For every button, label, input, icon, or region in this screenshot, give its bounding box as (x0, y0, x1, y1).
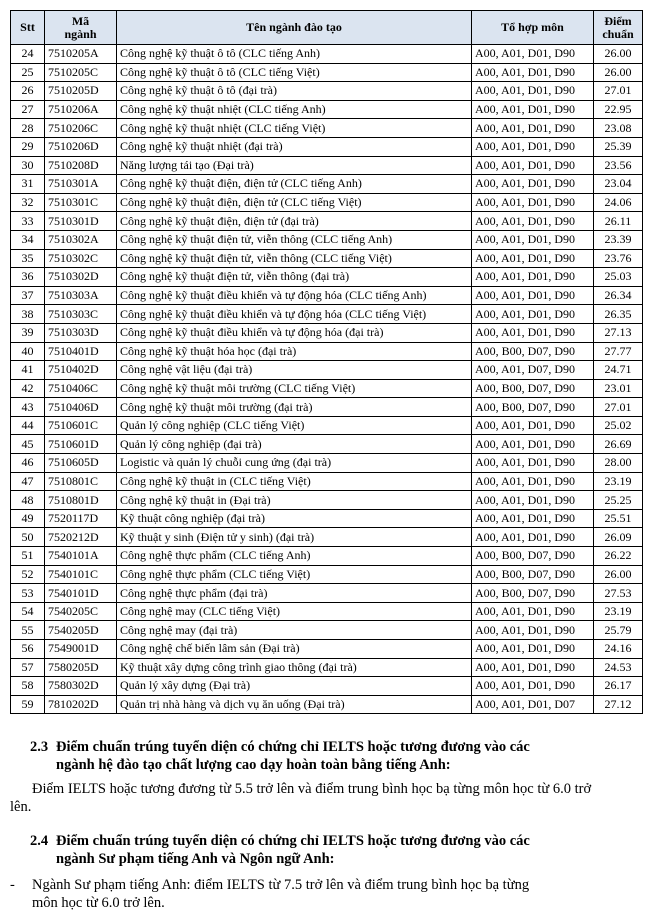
cell-code: 7580302D (45, 677, 117, 696)
cell-name: Công nghệ kỹ thuật điện tử, viễn thông (đại trà) (117, 268, 472, 287)
cell-code: 7510605D (45, 454, 117, 473)
cell-stt: 50 (11, 528, 45, 547)
cell-name: Kỹ thuật xây dựng công trình giao thông (đại trà) (117, 658, 472, 677)
table-row (11, 640, 643, 659)
cell-stt: 42 (11, 379, 45, 398)
cell-combo: A00, B00, D07, D90 (472, 379, 594, 398)
table-row (11, 416, 643, 435)
cell-code: 7510302A (45, 230, 117, 249)
table-header (11, 11, 643, 45)
cell-name: Công nghệ kỹ thuật điện, điện tử (đại trà) (117, 212, 472, 231)
cell-score: 25.25 (594, 491, 643, 510)
table-row (11, 491, 643, 510)
header-combo: Tổ hợp môn (472, 11, 594, 45)
cell-name: Kỹ thuật công nghiệp (đại trà) (117, 509, 472, 528)
table-row (11, 435, 643, 454)
cell-score: 23.04 (594, 175, 643, 194)
cell-name: Công nghệ kỹ thuật điều khiển và tự động hóa (CLC tiếng Việt) (117, 305, 472, 324)
header-stt: Stt (11, 11, 45, 45)
cell-name: Công nghệ thực phẩm (CLC tiếng Anh) (117, 547, 472, 566)
admission-score-table (10, 10, 643, 714)
cell-stt: 29 (11, 137, 45, 156)
cell-name: Quản lý xây dựng (Đại trà) (117, 677, 472, 696)
cell-code: 7510801D (45, 491, 117, 510)
cell-code: 7510301D (45, 212, 117, 231)
cell-combo: A00, A01, D01, D90 (472, 658, 594, 677)
cell-stt: 49 (11, 509, 45, 528)
table-row (11, 286, 643, 305)
cell-name: Công nghệ may (đại trà) (117, 621, 472, 640)
cell-code: 7510406D (45, 398, 117, 417)
cell-stt: 53 (11, 584, 45, 603)
table-body (11, 45, 643, 714)
header-code-line1: Mã (71, 13, 90, 28)
cell-combo: A00, A01, D01, D90 (472, 286, 594, 305)
cell-name: Công nghệ kỹ thuật điều khiển và tự động hóa (đại trà) (117, 323, 472, 342)
cell-name: Công nghệ kỹ thuật ô tô (CLC tiếng Việt) (117, 63, 472, 82)
table-row (11, 658, 643, 677)
table-row (11, 621, 643, 640)
cell-combo: A00, A01, D01, D90 (472, 212, 594, 231)
cell-name: Công nghệ vật liệu (đại trà) (117, 361, 472, 380)
cell-combo: A00, B00, D07, D90 (472, 342, 594, 361)
table-row (11, 602, 643, 621)
table-row (11, 398, 643, 417)
cell-score: 23.56 (594, 156, 643, 175)
cell-score: 23.76 (594, 249, 643, 268)
cell-code: 7510303C (45, 305, 117, 324)
cell-stt: 58 (11, 677, 45, 696)
header-score (594, 11, 643, 45)
cell-stt: 59 (11, 695, 45, 714)
cell-score: 23.39 (594, 230, 643, 249)
cell-code: 7510402D (45, 361, 117, 380)
cell-score: 25.79 (594, 621, 643, 640)
table-row (11, 509, 643, 528)
cell-name: Công nghệ kỹ thuật điện tử, viễn thông (CLC tiếng Việt) (117, 249, 472, 268)
table-row (11, 342, 643, 361)
table-row (11, 565, 643, 584)
cell-name: Công nghệ kỹ thuật in (CLC tiếng Việt) (117, 472, 472, 491)
table-row (11, 695, 643, 714)
cell-score: 26.17 (594, 677, 643, 696)
cell-combo: A00, A01, D01, D90 (472, 435, 594, 454)
cell-combo: A00, A01, D01, D07 (472, 695, 594, 714)
cell-stt: 41 (11, 361, 45, 380)
section-2-4-bullet (10, 876, 610, 912)
cell-stt: 40 (11, 342, 45, 361)
cell-combo: A00, B00, D07, D90 (472, 547, 594, 566)
cell-score: 26.09 (594, 528, 643, 547)
cell-score: 25.03 (594, 268, 643, 287)
cell-stt: 32 (11, 193, 45, 212)
cell-stt: 28 (11, 119, 45, 138)
cell-name: Công nghệ kỹ thuật điện tử, viễn thông (CLC tiếng Anh) (117, 230, 472, 249)
cell-stt: 44 (11, 416, 45, 435)
table-row (11, 156, 643, 175)
cell-combo: A00, A01, D01, D90 (472, 156, 594, 175)
section-2-3-title (30, 738, 630, 774)
cell-score: 23.01 (594, 379, 643, 398)
cell-code: 7510302C (45, 249, 117, 268)
cell-score: 27.01 (594, 398, 643, 417)
cell-score: 23.19 (594, 602, 643, 621)
cell-code: 7510401D (45, 342, 117, 361)
cell-stt: 56 (11, 640, 45, 659)
cell-name: Công nghệ may (CLC tiếng Việt) (117, 602, 472, 621)
table-row (11, 305, 643, 324)
section-2-3-title-line1: Điểm chuẩn trúng tuyển diện có chứng chỉ IELTS hoặc tương đương vào các (56, 739, 530, 755)
cell-combo: A00, A01, D01, D90 (472, 491, 594, 510)
cell-name: Quản lý công nghiệp (CLC tiếng Việt) (117, 416, 472, 435)
cell-combo: A00, A01, D01, D90 (472, 230, 594, 249)
table-row (11, 472, 643, 491)
cell-code: 7510301C (45, 193, 117, 212)
cell-score: 26.22 (594, 547, 643, 566)
cell-name: Công nghệ thực phẩm (CLC tiếng Việt) (117, 565, 472, 584)
cell-stt: 25 (11, 63, 45, 82)
cell-code: 7810202D (45, 695, 117, 714)
section-2-3-body: Điểm IELTS hoặc tương đương từ 5.5 trở lên và điểm trung bình học bạ từng môn học từ 6.0 trở lên. (10, 781, 592, 815)
cell-code: 7510302D (45, 268, 117, 287)
cell-combo: A00, B00, D07, D90 (472, 398, 594, 417)
cell-score: 27.13 (594, 323, 643, 342)
cell-name: Công nghệ kỹ thuật nhiệt (CLC tiếng Việt) (117, 119, 472, 138)
cell-code: 7510205C (45, 63, 117, 82)
cell-stt: 52 (11, 565, 45, 584)
cell-combo: A00, A01, D01, D90 (472, 416, 594, 435)
cell-code: 7510406C (45, 379, 117, 398)
cell-score: 23.08 (594, 119, 643, 138)
cell-score: 24.16 (594, 640, 643, 659)
table-row (11, 268, 643, 287)
header-name: Tên ngành đào tạo (117, 11, 472, 45)
section-2-3-number: 2.3 (30, 739, 49, 755)
section-2-4-title-line2: ngành Sư phạm tiếng Anh và Ngôn ngữ Anh: (56, 851, 335, 867)
table-row (11, 193, 643, 212)
cell-code: 7510601C (45, 416, 117, 435)
cell-score: 26.34 (594, 286, 643, 305)
cell-combo: A00, A01, D01, D90 (472, 249, 594, 268)
cell-name: Quản trị nhà hàng và dịch vụ ăn uống (Đại trà) (117, 695, 472, 714)
cell-score: 23.19 (594, 472, 643, 491)
section-2-4-title-line1: Điểm chuẩn trúng tuyển diện có chứng chỉ IELTS hoặc tương đương vào các (56, 833, 530, 849)
cell-name: Kỹ thuật y sinh (Điện tử y sinh) (đại trà) (117, 528, 472, 547)
cell-score: 27.01 (594, 82, 643, 101)
table-row (11, 175, 643, 194)
cell-stt: 54 (11, 602, 45, 621)
cell-combo: A00, A01, D01, D90 (472, 193, 594, 212)
cell-stt: 43 (11, 398, 45, 417)
cell-combo: A00, A01, D01, D90 (472, 602, 594, 621)
cell-score: 24.71 (594, 361, 643, 380)
cell-combo: A00, B00, D07, D90 (472, 584, 594, 603)
table-row (11, 230, 643, 249)
table-row (11, 547, 643, 566)
cell-score: 26.69 (594, 435, 643, 454)
cell-stt: 30 (11, 156, 45, 175)
cell-score: 24.53 (594, 658, 643, 677)
table-row (11, 82, 643, 101)
cell-stt: 47 (11, 472, 45, 491)
cell-score: 26.00 (594, 63, 643, 82)
cell-code: 7510601D (45, 435, 117, 454)
cell-stt: 26 (11, 82, 45, 101)
bullet-dash: - (10, 877, 15, 893)
cell-code: 7510303D (45, 323, 117, 342)
cell-name: Công nghệ kỹ thuật điều khiển và tự động hóa (CLC tiếng Anh) (117, 286, 472, 305)
cell-stt: 37 (11, 286, 45, 305)
cell-score: 25.51 (594, 509, 643, 528)
cell-code: 7510206C (45, 119, 117, 138)
cell-name: Công nghệ kỹ thuật ô tô (đại trà) (117, 82, 472, 101)
cell-combo: A00, A01, D01, D90 (472, 677, 594, 696)
table-row (11, 249, 643, 268)
cell-stt: 57 (11, 658, 45, 677)
cell-combo: A00, A01, D01, D90 (472, 119, 594, 138)
cell-combo: A00, A01, D07, D90 (472, 361, 594, 380)
cell-combo: A00, A01, D01, D90 (472, 305, 594, 324)
cell-name: Công nghệ kỹ thuật hóa học (đại trà) (117, 342, 472, 361)
header-score-line2: chuẩn (602, 26, 634, 41)
cell-name: Logistic và quản lý chuỗi cung ứng (đại trà) (117, 454, 472, 473)
cell-code: 7510206D (45, 137, 117, 156)
cell-code: 7510205D (45, 82, 117, 101)
header-code-line2: ngành (64, 26, 97, 41)
table-row (11, 454, 643, 473)
cell-stt: 38 (11, 305, 45, 324)
cell-combo: A00, A01, D01, D90 (472, 268, 594, 287)
cell-stt: 35 (11, 249, 45, 268)
cell-code: 7510206A (45, 100, 117, 119)
cell-stt: 45 (11, 435, 45, 454)
cell-stt: 46 (11, 454, 45, 473)
cell-combo: A00, A01, D01, D90 (472, 175, 594, 194)
cell-stt: 39 (11, 323, 45, 342)
cell-combo: A00, A01, D01, D90 (472, 528, 594, 547)
cell-code: 7540205D (45, 621, 117, 640)
cell-code: 7540101C (45, 565, 117, 584)
cell-stt: 55 (11, 621, 45, 640)
header-code (45, 11, 117, 45)
cell-combo: A00, A01, D01, D90 (472, 640, 594, 659)
cell-name: Công nghệ kỹ thuật in (Đại trà) (117, 491, 472, 510)
cell-name: Công nghệ kỹ thuật môi trường (đại trà) (117, 398, 472, 417)
cell-code: 7580205D (45, 658, 117, 677)
table-row (11, 379, 643, 398)
table-row (11, 528, 643, 547)
cell-combo: A00, A01, D01, D90 (472, 472, 594, 491)
table-row (11, 119, 643, 138)
cell-combo: A00, A01, D01, D90 (472, 100, 594, 119)
header-score-line1: Điểm (604, 13, 632, 28)
cell-stt: 24 (11, 45, 45, 64)
cell-score: 26.35 (594, 305, 643, 324)
table-row (11, 323, 643, 342)
cell-combo: A00, A01, D01, D90 (472, 137, 594, 156)
table-row (11, 137, 643, 156)
cell-code: 7510208D (45, 156, 117, 175)
cell-combo: A00, A01, D01, D90 (472, 509, 594, 528)
cell-code: 7510801C (45, 472, 117, 491)
cell-stt: 51 (11, 547, 45, 566)
cell-stt: 34 (11, 230, 45, 249)
cell-name: Công nghệ kỹ thuật điện, điện tử (CLC tiếng Việt) (117, 193, 472, 212)
cell-name: Quản lý công nghiệp (đại trà) (117, 435, 472, 454)
cell-code: 7540205C (45, 602, 117, 621)
cell-combo: A00, B00, D07, D90 (472, 565, 594, 584)
cell-score: 22.95 (594, 100, 643, 119)
cell-combo: A00, A01, D01, D90 (472, 454, 594, 473)
cell-score: 27.53 (594, 584, 643, 603)
cell-score: 26.00 (594, 45, 643, 64)
section-2-4-title (30, 832, 630, 868)
cell-name: Công nghệ kỹ thuật môi trường (CLC tiếng Việt) (117, 379, 472, 398)
cell-code: 7520212D (45, 528, 117, 547)
table-row (11, 45, 643, 64)
table-row (11, 677, 643, 696)
cell-name: Công nghệ kỹ thuật nhiệt (CLC tiếng Anh) (117, 100, 472, 119)
cell-score: 26.11 (594, 212, 643, 231)
cell-score: 26.00 (594, 565, 643, 584)
section-2-4-bullet-line2: môn học từ 6.0 trở lên. (32, 895, 165, 911)
cell-stt: 33 (11, 212, 45, 231)
cell-code: 7520117D (45, 509, 117, 528)
cell-stt: 31 (11, 175, 45, 194)
cell-code: 7510205A (45, 45, 117, 64)
cell-code: 7549001D (45, 640, 117, 659)
cell-score: 25.39 (594, 137, 643, 156)
cell-code: 7540101D (45, 584, 117, 603)
cell-stt: 36 (11, 268, 45, 287)
cell-score: 25.02 (594, 416, 643, 435)
cell-combo: A00, A01, D01, D90 (472, 82, 594, 101)
cell-name: Công nghệ thực phẩm (đại trà) (117, 584, 472, 603)
cell-score: 24.06 (594, 193, 643, 212)
cell-score: 27.12 (594, 695, 643, 714)
table-row (11, 100, 643, 119)
cell-combo: A00, A01, D01, D90 (472, 323, 594, 342)
cell-code: 7510303A (45, 286, 117, 305)
cell-stt: 27 (11, 100, 45, 119)
section-2-4-number: 2.4 (30, 833, 49, 849)
cell-name: Năng lượng tái tạo (Đại trà) (117, 156, 472, 175)
section-2-4-bullet-line1: Ngành Sư phạm tiếng Anh: điểm IELTS từ 7.5 trở lên và điểm trung bình học bạ từng (32, 877, 530, 893)
table-row (11, 63, 643, 82)
cell-code: 7540101A (45, 547, 117, 566)
cell-score: 28.00 (594, 454, 643, 473)
cell-name: Công nghệ kỹ thuật nhiệt (đại trà) (117, 137, 472, 156)
cell-combo: A00, A01, D01, D90 (472, 621, 594, 640)
cell-combo: A00, A01, D01, D90 (472, 45, 594, 64)
table-row (11, 212, 643, 231)
cell-code: 7510301A (45, 175, 117, 194)
table-row (11, 584, 643, 603)
cell-name: Công nghệ kỹ thuật ô tô (CLC tiếng Anh) (117, 45, 472, 64)
cell-score: 27.77 (594, 342, 643, 361)
cell-name: Công nghệ chế biến lâm sản (Đại trà) (117, 640, 472, 659)
cell-stt: 48 (11, 491, 45, 510)
table-row (11, 361, 643, 380)
cell-name: Công nghệ kỹ thuật điện, điện tử (CLC tiếng Anh) (117, 175, 472, 194)
cell-combo: A00, A01, D01, D90 (472, 63, 594, 82)
section-2-3-title-line2: ngành hệ đào tạo chất lượng cao dạy hoàn toàn bằng tiếng Anh: (56, 757, 451, 773)
